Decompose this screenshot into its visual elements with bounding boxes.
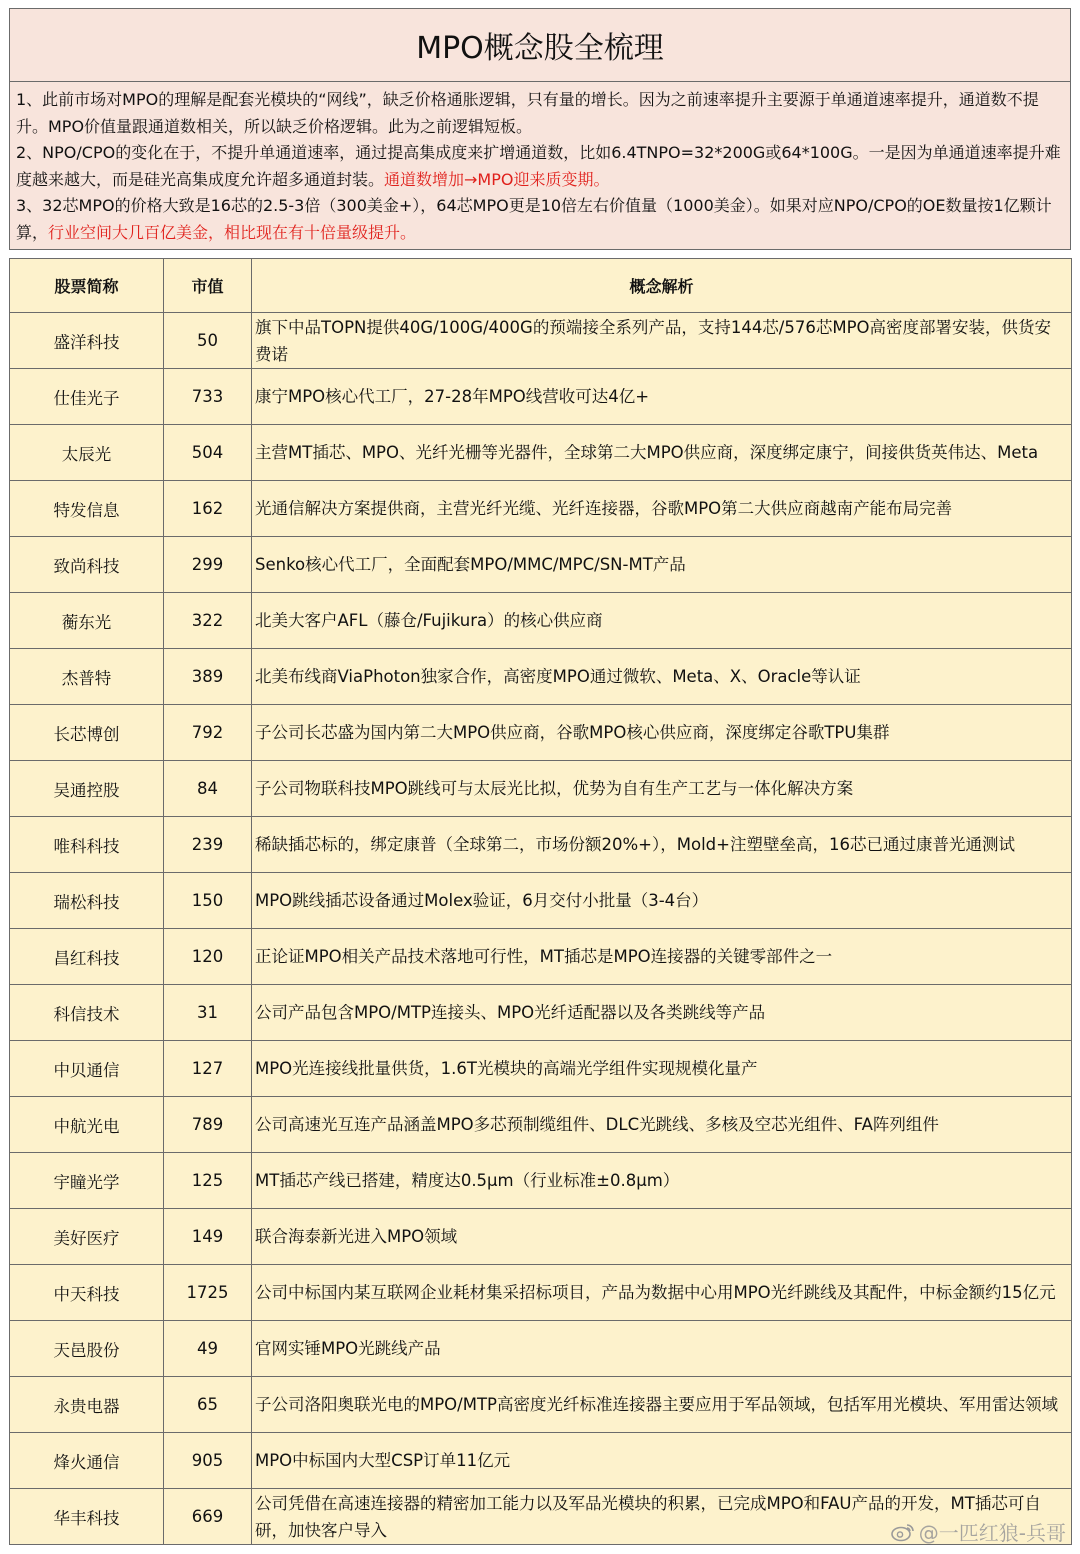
market-cap-cell: 733 bbox=[164, 369, 252, 425]
stock-table bbox=[9, 258, 1072, 1545]
stock-name-cell: 特发信息 bbox=[10, 481, 164, 537]
market-cap-cell: 125 bbox=[164, 1153, 252, 1209]
market-cap-cell: 792 bbox=[164, 705, 252, 761]
concept-cell: 北美布线商ViaPhoton独家合作，高密度MPO通过微软、Meta、X、Oracle等认证 bbox=[252, 649, 1072, 705]
table-row bbox=[10, 593, 1072, 649]
market-cap-cell: 1725 bbox=[164, 1265, 252, 1321]
header-stock-name: 股票简称 bbox=[10, 259, 164, 313]
market-cap-cell: 299 bbox=[164, 537, 252, 593]
concept-cell: 正论证MPO相关产品技术落地可行性，MT插芯是MPO连接器的关键零部件之一 bbox=[252, 929, 1072, 985]
stock-name-cell: 太辰光 bbox=[10, 425, 164, 481]
table-row bbox=[10, 1153, 1072, 1209]
table-row bbox=[10, 537, 1072, 593]
intro-paragraph-2-text: 2、NPO/CPO的变化在于，不提升单通道速率，通过提高集成度来扩增通道数，比如6.4TNPO=32*200G或64*100G。一是因为单通道速率提升难度越来越大，而是硅光高集成度允许超多通道封装。 bbox=[16, 143, 1061, 189]
stock-name-cell: 昌红科技 bbox=[10, 929, 164, 985]
stock-name-cell: 中天科技 bbox=[10, 1265, 164, 1321]
table-row bbox=[10, 1041, 1072, 1097]
weibo-icon bbox=[891, 1522, 915, 1542]
market-cap-cell: 905 bbox=[164, 1433, 252, 1489]
table-row bbox=[10, 1097, 1072, 1153]
stock-name-cell: 唯科科技 bbox=[10, 817, 164, 873]
market-cap-cell: 84 bbox=[164, 761, 252, 817]
market-cap-cell: 49 bbox=[164, 1321, 252, 1377]
watermark-text: @一匹红狼-兵哥 bbox=[918, 1521, 1066, 1545]
stock-name-cell: 盛洋科技 bbox=[10, 313, 164, 369]
market-cap-cell: 50 bbox=[164, 313, 252, 369]
table-row bbox=[10, 817, 1072, 873]
intro-paragraph-2-highlight: 通道数增加→MPO迎来质变期。 bbox=[384, 169, 610, 189]
concept-cell: 公司高速光互连产品涵盖MPO多芯预制缆组件、DLC光跳线、多核及空芯光组件、FA阵列组件 bbox=[252, 1097, 1072, 1153]
stock-name-cell: 长芯博创 bbox=[10, 705, 164, 761]
market-cap-cell: 669 bbox=[164, 1489, 252, 1545]
concept-cell: 主营MT插芯、MPO、光纤光栅等光器件，全球第二大MPO供应商，深度绑定康宁，间接供货英伟达、Meta bbox=[252, 425, 1072, 481]
table-row bbox=[10, 1321, 1072, 1377]
stock-name-cell: 烽火通信 bbox=[10, 1433, 164, 1489]
concept-cell: 旗下中品TOPN提供40G/100G/400G的预端接全系列产品，支持144芯/576芯MPO高密度部署安装，供货安费诺 bbox=[252, 313, 1072, 369]
market-cap-cell: 789 bbox=[164, 1097, 252, 1153]
table-row bbox=[10, 481, 1072, 537]
table-row bbox=[10, 1433, 1072, 1489]
market-cap-cell: 120 bbox=[164, 929, 252, 985]
stock-name-cell: 天邑股份 bbox=[10, 1321, 164, 1377]
intro-paragraph-3-text: 3、32芯MPO的价格大致是16芯的2.5-3倍（300美金+），64芯MPO更是10倍左右价值量（1000美金）。如果对应NPO/CPO的OE数量按1亿颗计算， bbox=[16, 196, 1052, 242]
market-cap-cell: 65 bbox=[164, 1377, 252, 1433]
concept-cell: 公司凭借在高速连接器的精密加工能力以及军品光模块的积累，已完成MPO和FAU产品的开发，MT插芯可自研，加快客户导入 bbox=[252, 1489, 1072, 1545]
stock-name-cell: 中航光电 bbox=[10, 1097, 164, 1153]
concept-cell: Senko核心代工厂，全面配套MPO/MMC/MPC/SN-MT产品 bbox=[252, 537, 1072, 593]
stock-name-cell: 吴通控股 bbox=[10, 761, 164, 817]
market-cap-cell: 162 bbox=[164, 481, 252, 537]
watermark bbox=[891, 1517, 1066, 1546]
stock-name-cell: 致尚科技 bbox=[10, 537, 164, 593]
concept-cell: 北美大客户AFL（藤仓/Fujikura）的核心供应商 bbox=[252, 593, 1072, 649]
intro-block bbox=[9, 82, 1071, 250]
stock-name-cell: 美好医疗 bbox=[10, 1209, 164, 1265]
market-cap-cell: 239 bbox=[164, 817, 252, 873]
concept-cell: 稀缺插芯标的，绑定康普（全球第二，市场份额20%+），Mold+注塑壁垒高，16芯已通过康普光通测试 bbox=[252, 817, 1072, 873]
intro-paragraph-3-highlight: 行业空间大几百亿美金，相比现在有十倍量级提升。 bbox=[48, 222, 417, 242]
table-row bbox=[10, 705, 1072, 761]
table-row bbox=[10, 929, 1072, 985]
table-row bbox=[10, 649, 1072, 705]
table-row bbox=[10, 313, 1072, 369]
table-row bbox=[10, 1377, 1072, 1433]
stock-name-cell: 蘅东光 bbox=[10, 593, 164, 649]
market-cap-cell: 150 bbox=[164, 873, 252, 929]
stock-name-cell: 永贵电器 bbox=[10, 1377, 164, 1433]
concept-cell: 光通信解决方案提供商，主营光纤光缆、光纤连接器，谷歌MPO第二大供应商越南产能布局完善 bbox=[252, 481, 1072, 537]
table-row bbox=[10, 985, 1072, 1041]
stock-name-cell: 华丰科技 bbox=[10, 1489, 164, 1545]
table-row bbox=[10, 873, 1072, 929]
intro-paragraph-3 bbox=[16, 193, 1064, 246]
table-row bbox=[10, 1209, 1072, 1265]
market-cap-cell: 127 bbox=[164, 1041, 252, 1097]
stock-name-cell: 科信技术 bbox=[10, 985, 164, 1041]
header-market-cap: 市值 bbox=[164, 259, 252, 313]
market-cap-cell: 504 bbox=[164, 425, 252, 481]
market-cap-cell: 389 bbox=[164, 649, 252, 705]
table-body bbox=[10, 313, 1072, 1545]
stock-name-cell: 瑞松科技 bbox=[10, 873, 164, 929]
concept-cell: 康宁MPO核心代工厂，27-28年MPO线营收可达4亿+ bbox=[252, 369, 1072, 425]
concept-cell: MPO中标国内大型CSP订单11亿元 bbox=[252, 1433, 1072, 1489]
table-row bbox=[10, 1265, 1072, 1321]
header-concept: 概念解析 bbox=[252, 259, 1072, 313]
concept-cell: MPO跳线插芯设备通过Molex验证，6月交付小批量（3-4台） bbox=[252, 873, 1072, 929]
stock-name-cell: 宇瞳光学 bbox=[10, 1153, 164, 1209]
table-row bbox=[10, 369, 1072, 425]
stock-name-cell: 仕佳光子 bbox=[10, 369, 164, 425]
document-sheet bbox=[9, 8, 1071, 1545]
market-cap-cell: 322 bbox=[164, 593, 252, 649]
market-cap-cell: 31 bbox=[164, 985, 252, 1041]
stock-name-cell: 中贝通信 bbox=[10, 1041, 164, 1097]
concept-cell: 子公司长芯盛为国内第二大MPO供应商，谷歌MPO核心供应商，深度绑定谷歌TPU集群 bbox=[252, 705, 1072, 761]
concept-cell: 子公司物联科技MPO跳线可与太辰光比拟，优势为自有生产工艺与一体化解决方案 bbox=[252, 761, 1072, 817]
market-cap-cell: 149 bbox=[164, 1209, 252, 1265]
concept-cell: MPO光连接线批量供货，1.6T光模块的高端光学组件实现规模化量产 bbox=[252, 1041, 1072, 1097]
concept-cell: 官网实锤MPO光跳线产品 bbox=[252, 1321, 1072, 1377]
concept-cell: 联合海泰新光进入MPO领域 bbox=[252, 1209, 1072, 1265]
concept-cell: 子公司洛阳奥联光电的MPO/MTP高密度光纤标准连接器主要应用于军品领域，包括军用光模块、军用雷达领域 bbox=[252, 1377, 1072, 1433]
intro-paragraph-2 bbox=[16, 140, 1064, 193]
page-title: MPO概念股全梳理 bbox=[9, 8, 1071, 82]
table-header-row bbox=[10, 259, 1072, 313]
concept-cell: 公司产品包含MPO/MTP连接头、MPO光纤适配器以及各类跳线等产品 bbox=[252, 985, 1072, 1041]
table-row bbox=[10, 761, 1072, 817]
concept-cell: MT插芯产线已搭建，精度达0.5μm（行业标准±0.8μm） bbox=[252, 1153, 1072, 1209]
table-row bbox=[10, 425, 1072, 481]
stock-name-cell: 杰普特 bbox=[10, 649, 164, 705]
intro-paragraph-1: 1、此前市场对MPO的理解是配套光模块的“网线”，缺乏价格通胀逻辑，只有量的增长。因为之前速率提升主要源于单通道速率提升，通道数不提升。MPO价值量跟通道数相关，所以缺乏价格逻辑。此为之前逻辑短板。 bbox=[16, 90, 1039, 136]
concept-cell: 公司中标国内某互联网企业耗材集采招标项目，产品为数据中心用MPO光纤跳线及其配件，中标金额约15亿元 bbox=[252, 1265, 1072, 1321]
